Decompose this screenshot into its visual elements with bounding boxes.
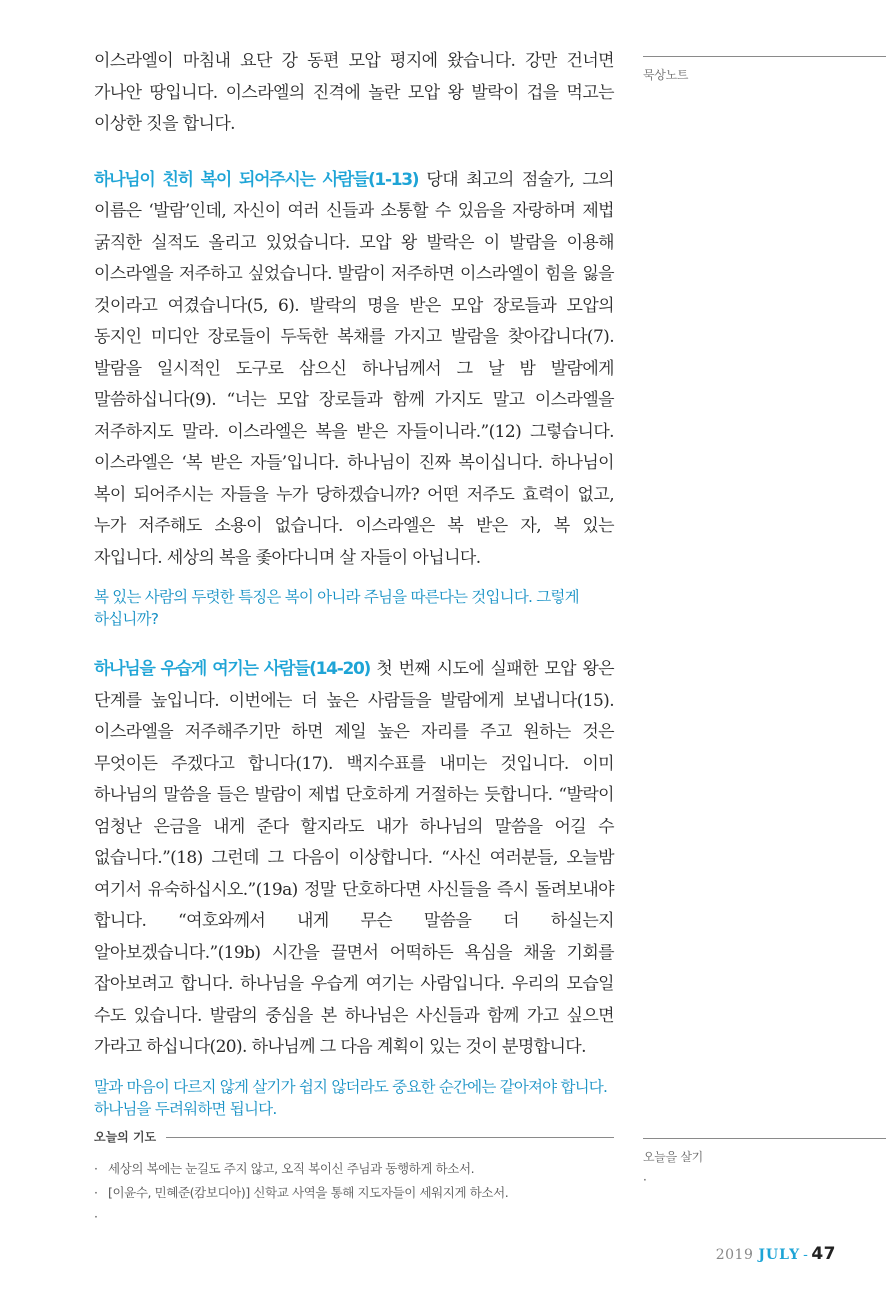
prayer-item (94, 1181, 614, 1205)
section-2-callout: 말과 마음이 다르지 않게 살기가 쉽지 않더라도 중요한 순간에는 같아져야 합니다. 하나님을 두려워하면 됩니다. (94, 1077, 608, 1118)
prayer-header (94, 1128, 614, 1145)
living-today-column (643, 1138, 886, 1187)
intro-paragraph: 이스라엘이 마침내 요단 강 동편 모압 평지에 왔습니다. 강만 건너면 가나안 땅입니다. 이스라엘의 진격에 놀란 모압 왕 발락이 겁을 먹고는 이상한 짓을 합니다. (94, 51, 614, 134)
section-1-paragraph (94, 165, 614, 575)
todays-prayer (94, 1128, 614, 1229)
prayer-list (94, 1157, 614, 1229)
meditation-notes-column (643, 56, 886, 83)
bullet-icon: · (94, 1161, 98, 1176)
section-1-heading: 하나님이 친히 복이 되어주시는 사람들(1-13) (94, 169, 419, 190)
section-2-heading: 하나님을 우습게 여기는 사람들(14-20) (94, 659, 370, 679)
prayer-item-text: [이윤수, 민혜준(캄보디아)] 신학교 사역을 통해 지도자들이 세워지게 하소서. (108, 1185, 509, 1200)
living-today-label: 오늘을 살기 (643, 1150, 703, 1164)
bullet-icon: · (94, 1185, 98, 1200)
prayer-label: 오늘의 기도 (94, 1130, 157, 1144)
prayer-item-text: 세상의 복에는 눈길도 주지 않고, 오직 복이신 주님과 동행하게 하소서. (108, 1161, 475, 1176)
bullet-icon: · (643, 1173, 647, 1187)
bullet-icon: · (94, 1209, 98, 1224)
page-footer (716, 1244, 836, 1264)
section-1-callout: 복 있는 사람의 두렷한 특징은 복이 아니라 주님을 따른다는 것입니다. 그렇게 하십니까? (94, 588, 579, 628)
prayer-item (94, 1157, 614, 1181)
prayer-divider (166, 1137, 614, 1138)
section-2-paragraph (94, 654, 614, 1064)
meditation-notes-label: 묵상노트 (643, 68, 689, 82)
footer-dash: - (803, 1247, 809, 1263)
section-2-body: 첫 번째 시도에 실패한 모압 왕은 단계를 높입니다. 이번에는 더 높은 사람들을 발람에게 보냅니다(15). 이스라엘을 저주해주기만 하면 제일 높은 자리를 주고 원하는 것은 무엇이든 주겠다고 합니다(17). 백지수표를 내미는 것입니다. 이미 하나님의 말씀을 들은 발람이 제법 단호하게 거절하는 듯합니다. “발락이 엄청난 은금을 내게 준다 할지라도 내가 하나님의 말씀을 어길 수 없습니다.”(18) 그런데 그 다음이 이상합니다. “사신 여러분들, 오늘밤 여기서 유숙하십시오.”(19a) 정말 단호하다면 사신들을 즉시 돌려보내야 합니다. “여호와께서 내게 무슨 말씀을 더 하실는지 알아보겠습니다.”(19b) 시간을 끌면서 어떡하든 욕심을 채울 기회를 잡아보려고 합니다. 하나님을 우습게 여기는 사람입니다. 우리의 모습일 수도 있습니다. 발람의 중심을 본 하나님은 사신들과 함께 가고 싶으면 가라고 하십니다(20). 하나님께 그 다음 계획이 있는 것이 분명합니다. (94, 659, 614, 1057)
footer-month: JULY (758, 1247, 801, 1263)
prayer-item (94, 1205, 614, 1229)
footer-year: 2019 (715, 1247, 754, 1263)
main-content (94, 46, 614, 1144)
page-number: 47 (811, 1244, 836, 1264)
section-1-body: 당대 최고의 점술가, 그의 이름은 ‘발람’인데, 자신이 여러 신들과 소통할 수 있음을 자랑하며 제법 굵직한 실적도 올리고 있었습니다. 모압 왕 발락은 이 발람을 이용해 이스라엘을 저주하고 싶었습니다. 발람이 저주하면 이스라엘이 힘을 잃을 것이라고 여겼습니다(5, 6). 발락의 명을 받은 모압 장로들과 모압의 동지인 미디안 장로들이 두둑한 복채를 가지고 발람을 찾아갑니다(7). 발람을 일시적인 도구로 삼으신 하나님께서 그 날 밤 발람에게 말씀하십니다(9). “너는 모압 장로들과 함께 가지도 말고 이스라엘을 저주하지도 말라. 이스라엘은 복을 받은 자들이니라.”(12) 그렇습니다. 이스라엘은 ‘복 받은 자들’입니다. 하나님이 진짜 복이십니다. 하나님이 복이 되어주시는 자들을 누가 당하겠습니까? 어떤 저주도 효력이 없고, 누가 저주해도 소용이 없습니다. 이스라엘은 복 받은 자, 복 있는 자입니다. 세상의 복을 좇아다니며 살 자들이 아닙니다. (94, 169, 614, 568)
